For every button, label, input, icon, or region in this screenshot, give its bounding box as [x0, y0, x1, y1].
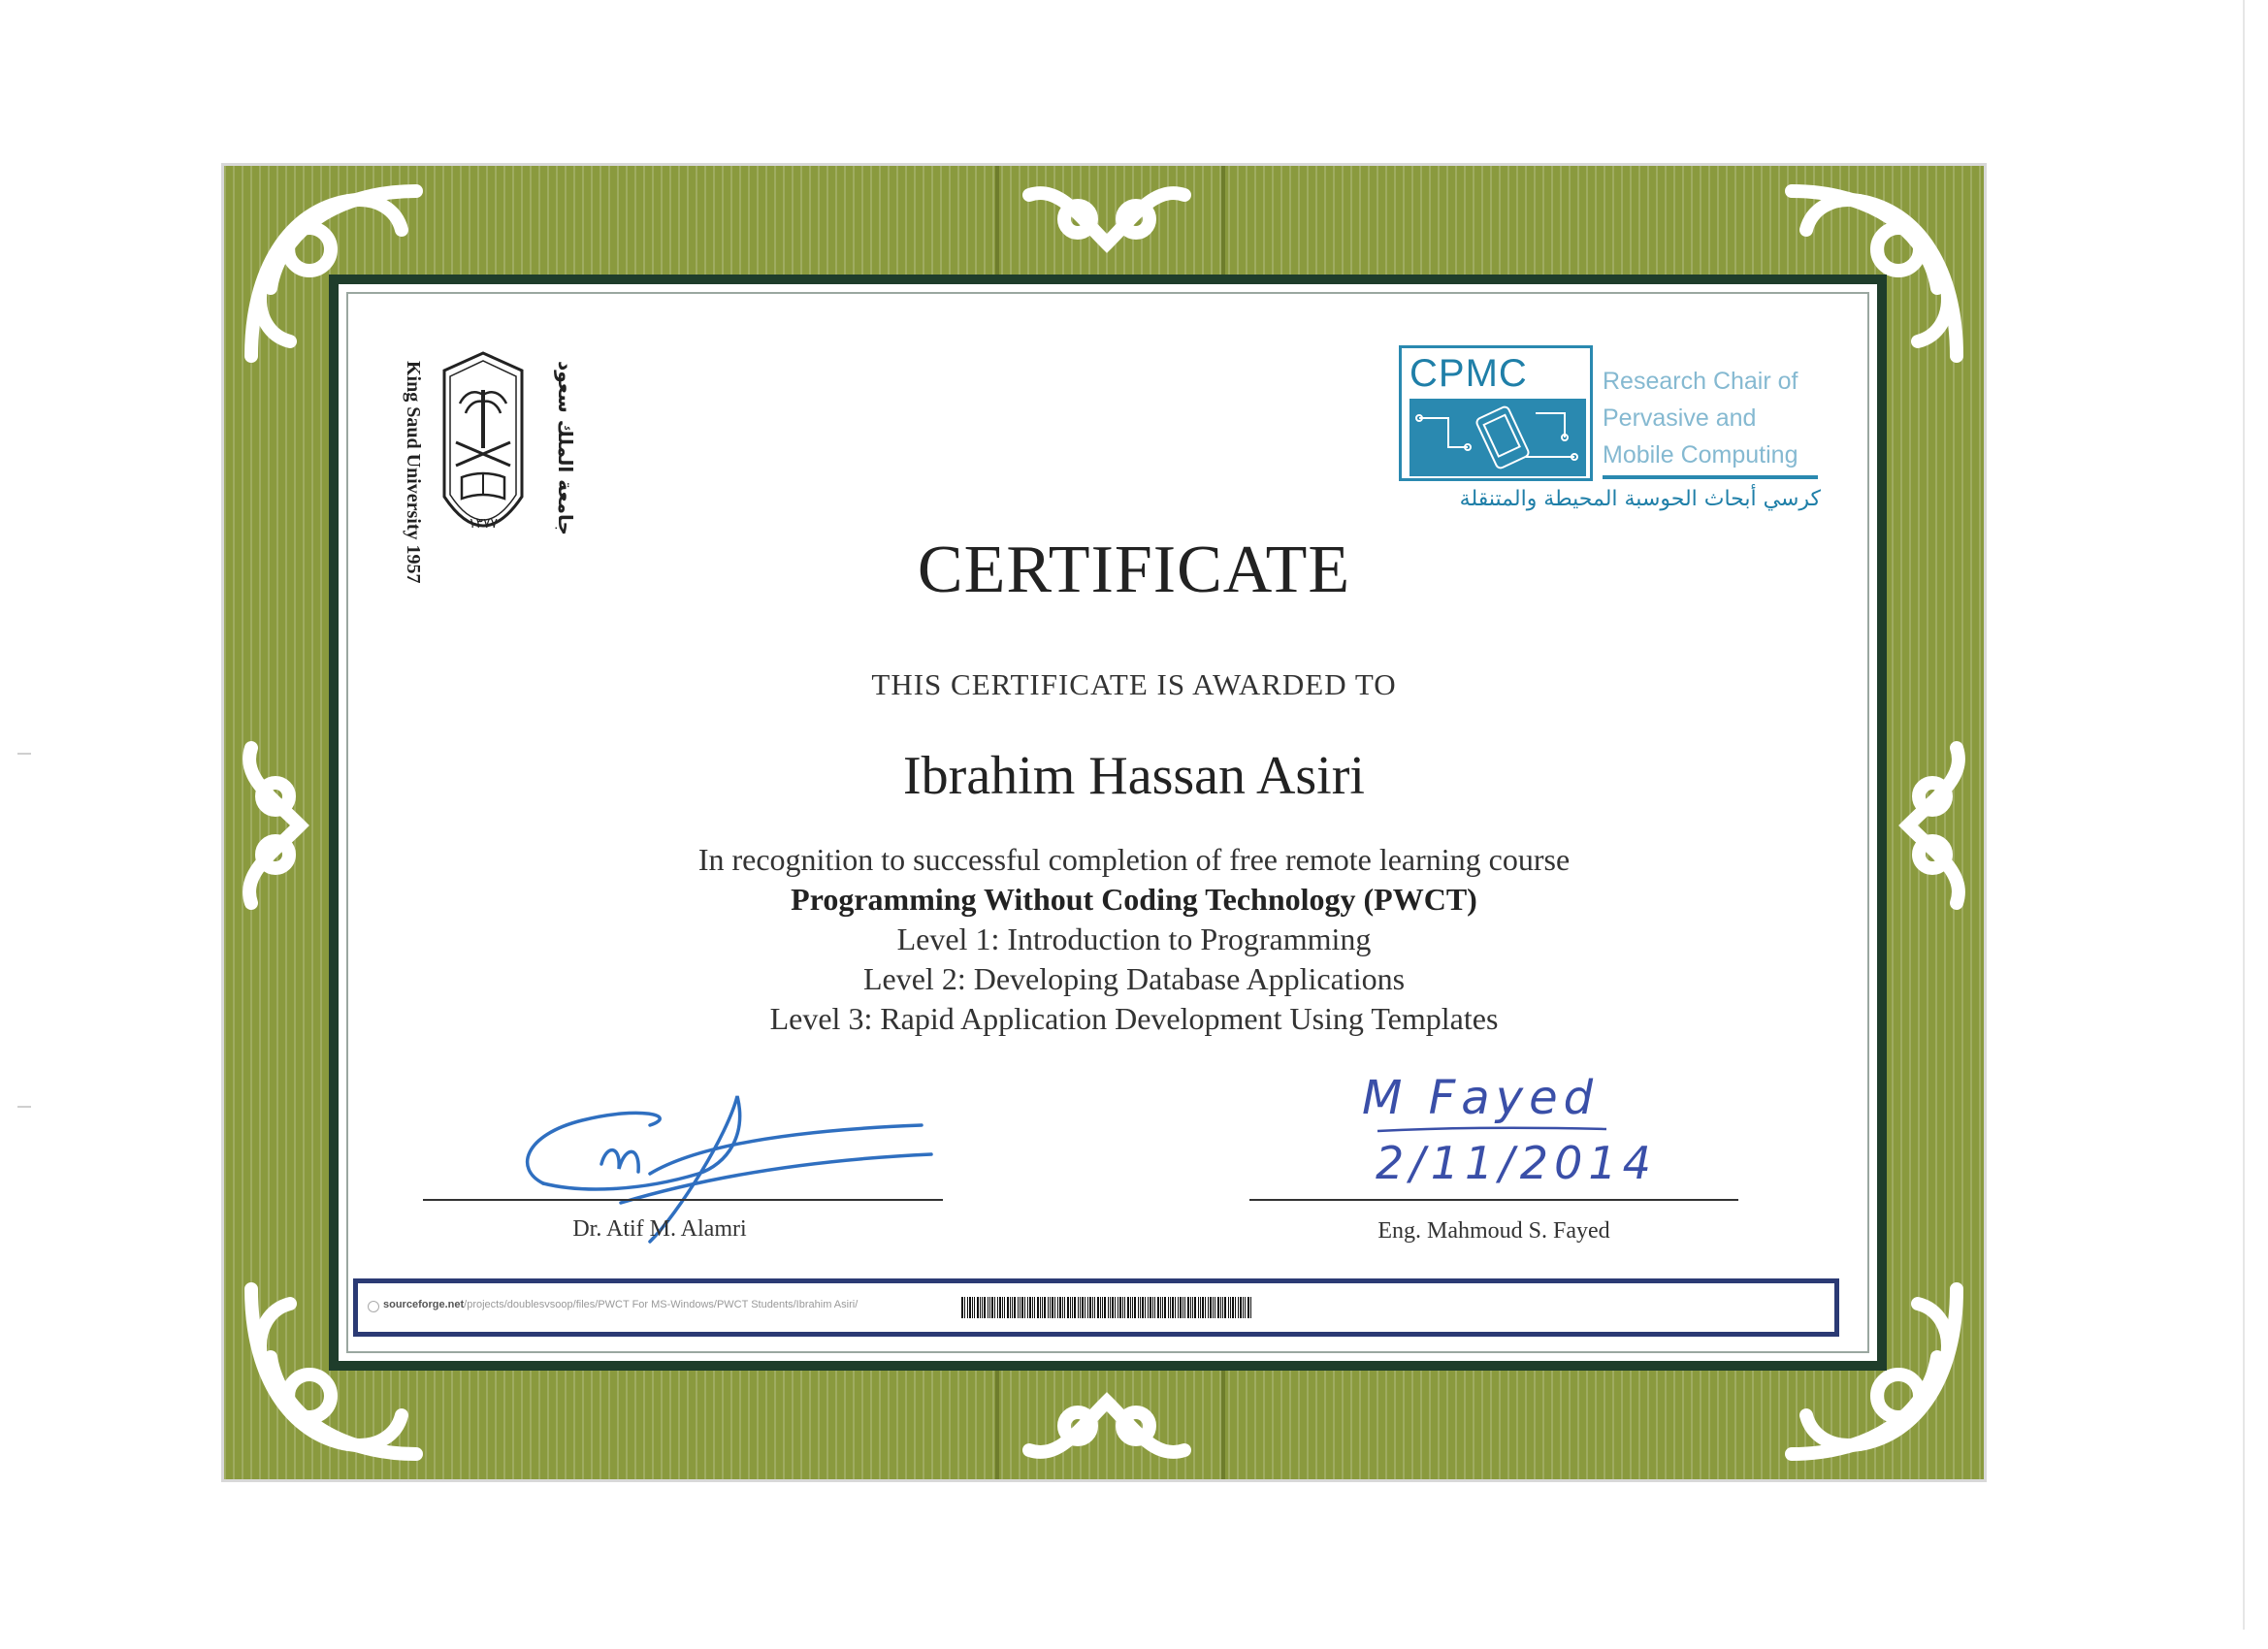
- course-details: [0, 840, 2268, 1039]
- barcode-bar: [1024, 1297, 1025, 1318]
- barcode-bar: [961, 1297, 963, 1318]
- barcode-bar: [1164, 1297, 1166, 1318]
- barcode-bar: [1097, 1297, 1099, 1318]
- barcode-bar: [1228, 1297, 1229, 1318]
- barcode-bar: [1044, 1297, 1046, 1318]
- barcode-bar: [1213, 1297, 1214, 1318]
- barcode-bar: [1240, 1297, 1242, 1318]
- barcode-bar: [1052, 1297, 1053, 1318]
- barcode-bar: [1014, 1297, 1016, 1318]
- barcode-bar: [1142, 1297, 1144, 1318]
- barcode-bar: [1222, 1297, 1223, 1318]
- cpmc-name-line: Pervasive and: [1603, 404, 1757, 432]
- handwritten-name: M Fayed: [1362, 1071, 1600, 1125]
- cpmc-acronym: CPMC: [1409, 352, 1528, 395]
- cpmc-logo: [1399, 345, 1826, 530]
- barcode-icon: [961, 1297, 1254, 1318]
- barcode-bar: [1192, 1297, 1193, 1318]
- barcode-bar: [1140, 1297, 1141, 1318]
- handwritten-date: 2/11/2014: [1376, 1137, 1657, 1189]
- barcode-bar: [969, 1297, 971, 1318]
- barcode-bar: [1007, 1297, 1009, 1318]
- barcode-bar: [1112, 1297, 1114, 1318]
- barcode-bar: [1187, 1297, 1189, 1318]
- url-bar: [353, 1278, 1839, 1337]
- barcode-bar: [999, 1297, 1001, 1318]
- recognition-text: In recognition to successful completion of free remote learning course: [697, 842, 1571, 877]
- barcode-bar: [1021, 1297, 1023, 1318]
- barcode-bar: [1190, 1297, 1191, 1318]
- barcode-bar: [989, 1297, 990, 1318]
- barcode-bar: [1217, 1297, 1219, 1318]
- barcode-bar: [1130, 1297, 1131, 1318]
- barcode-bar: [1020, 1297, 1021, 1318]
- barcode-bar: [1108, 1297, 1109, 1318]
- barcode-bar: [1198, 1297, 1199, 1318]
- cpmc-name-line: Mobile Computing: [1603, 441, 1798, 469]
- ksu-english-name: King Saud University 1957: [403, 361, 424, 584]
- barcode-bar: [1029, 1297, 1031, 1318]
- barcode-bar: [1175, 1297, 1176, 1318]
- barcode-bar: [1210, 1297, 1212, 1318]
- barcode-bar: [1138, 1297, 1139, 1318]
- course-level: Level 1: Introduction to Programming: [896, 922, 1372, 956]
- barcode-bar: [1010, 1297, 1011, 1318]
- cpmc-name: [1603, 363, 1826, 473]
- barcode-bar: [1247, 1297, 1249, 1318]
- barcode-bar: [1250, 1297, 1251, 1318]
- barcode-bar: [1152, 1297, 1153, 1318]
- handwritten-underline-icon: [1376, 1125, 1608, 1135]
- barcode-bar: [1027, 1297, 1028, 1318]
- cpmc-rule: [1603, 475, 1818, 479]
- barcode-bar: [1162, 1297, 1163, 1318]
- barcode-bar: [1145, 1297, 1146, 1318]
- barcode-bar: [1150, 1297, 1151, 1318]
- barcode-bar: [977, 1297, 979, 1318]
- barcode-bar: [1032, 1297, 1033, 1318]
- barcode-bar: [1238, 1297, 1239, 1318]
- barcode-bar: [1018, 1297, 1019, 1318]
- barcode-bar: [984, 1297, 986, 1318]
- course-level: Level 2: Developing Database Applications: [862, 961, 1406, 996]
- barcode-bar: [1100, 1297, 1101, 1318]
- barcode-bar: [1160, 1297, 1161, 1318]
- cpmc-logo-box: [1399, 345, 1593, 481]
- cpmc-arabic-name: كرسي أبحاث الحوسبة المحيطة والمتنقلة: [1459, 487, 1821, 511]
- barcode-bar: [1157, 1297, 1159, 1318]
- signatory-right-name: Eng. Mahmoud S. Fayed: [1377, 1218, 1610, 1244]
- barcode-bar: [1224, 1297, 1226, 1318]
- barcode-bar: [1180, 1297, 1182, 1318]
- url-host: sourceforge.net: [383, 1299, 465, 1310]
- barcode-bar: [1062, 1297, 1063, 1318]
- recipient-name: Ibrahim Hassan Asiri: [903, 746, 1365, 806]
- barcode-bar: [1124, 1297, 1125, 1318]
- barcode-bar: [1168, 1297, 1169, 1318]
- signature-line-right: [1249, 1199, 1738, 1201]
- barcode-bar: [1200, 1297, 1201, 1318]
- barcode-bar: [1245, 1297, 1246, 1318]
- barcode-bar: [1094, 1297, 1095, 1318]
- barcode-bar: [1172, 1297, 1174, 1318]
- barcode-bar: [1092, 1297, 1093, 1318]
- barcode-bar: [1243, 1297, 1244, 1318]
- barcode-bar: [1042, 1297, 1043, 1318]
- signature-line-left: [423, 1199, 943, 1201]
- barcode-bar: [1087, 1297, 1088, 1318]
- barcode-bar: [1235, 1297, 1236, 1318]
- barcode-bar: [982, 1297, 983, 1318]
- circuit-device-icon: [1409, 399, 1586, 476]
- barcode-bar: [1067, 1297, 1069, 1318]
- barcode-bar: [1184, 1297, 1185, 1318]
- ksu-year-arabic: ١٣٧٧: [468, 516, 499, 532]
- barcode-bar: [991, 1297, 993, 1318]
- barcode-bar: [1037, 1297, 1039, 1318]
- course-level: Level 3: Rapid Application Development Using Templates: [769, 1001, 1499, 1036]
- barcode-bar: [1220, 1297, 1221, 1318]
- barcode-bar: [1054, 1297, 1055, 1318]
- barcode-bar: [1205, 1297, 1206, 1318]
- barcode-bar: [1070, 1297, 1071, 1318]
- barcode-bar: [974, 1297, 975, 1318]
- barcode-bar: [1154, 1297, 1155, 1318]
- ksu-arabic-name: جامعة الملك سعود: [554, 361, 577, 535]
- url-text: [383, 1299, 858, 1310]
- barcode-bar: [1122, 1297, 1123, 1318]
- barcode-bar: [1050, 1297, 1051, 1318]
- barcode-bar: [1074, 1297, 1076, 1318]
- barcode-bar: [1004, 1297, 1005, 1318]
- barcode-bar: [1232, 1297, 1234, 1318]
- barcode-bar: [972, 1297, 973, 1318]
- barcode-bar: [1230, 1297, 1231, 1318]
- barcode-bar: [1202, 1297, 1204, 1318]
- barcode-bar: [1057, 1297, 1058, 1318]
- barcode-bar: [1048, 1297, 1049, 1318]
- barcode-bar: [1064, 1297, 1065, 1318]
- cpmc-name-line: Research Chair of: [1603, 368, 1798, 395]
- barcode-bar: [1002, 1297, 1003, 1318]
- barcode-bar: [1082, 1297, 1084, 1318]
- globe-icon: [368, 1301, 379, 1312]
- barcode-bar: [1208, 1297, 1209, 1318]
- barcode-bar: [980, 1297, 981, 1318]
- barcode-bar: [964, 1297, 965, 1318]
- barcode-bar: [1127, 1297, 1129, 1318]
- barcode-bar: [1102, 1297, 1103, 1318]
- barcode-bar: [1119, 1297, 1121, 1318]
- certificate-title: CERTIFICATE: [917, 533, 1351, 607]
- barcode-bar: [1115, 1297, 1116, 1318]
- barcode-bar: [1012, 1297, 1013, 1318]
- barcode-bar: [1170, 1297, 1171, 1318]
- barcode-bar: [967, 1297, 968, 1318]
- barcode-bar: [1040, 1297, 1041, 1318]
- barcode-bar: [1034, 1297, 1035, 1318]
- barcode-bar: [1080, 1297, 1081, 1318]
- barcode-bar: [997, 1297, 998, 1318]
- course-title: Programming Without Coding Technology (PWCT): [791, 882, 1477, 917]
- awarded-to-label: THIS CERTIFICATE IS AWARDED TO: [871, 667, 1397, 701]
- barcode-bar: [1078, 1297, 1079, 1318]
- url-path: /projects/doublesvsoop/files/PWCT For MS-Windows/PWCT Students/Ibrahim Asiri/: [464, 1299, 859, 1310]
- barcode-bar: [1194, 1297, 1196, 1318]
- barcode-bar: [1104, 1297, 1106, 1318]
- barcode-bar: [994, 1297, 995, 1318]
- barcode-bar: [1059, 1297, 1061, 1318]
- barcode-bar: [1132, 1297, 1133, 1318]
- barcode-bar: [1089, 1297, 1091, 1318]
- barcode-bar: [1134, 1297, 1136, 1318]
- barcode-bar: [1110, 1297, 1111, 1318]
- barcode-bar: [1178, 1297, 1179, 1318]
- signatory-left-name: Dr. Atif M. Alamri: [572, 1216, 747, 1242]
- barcode-bar: [1072, 1297, 1073, 1318]
- barcode-bar: [1148, 1297, 1149, 1318]
